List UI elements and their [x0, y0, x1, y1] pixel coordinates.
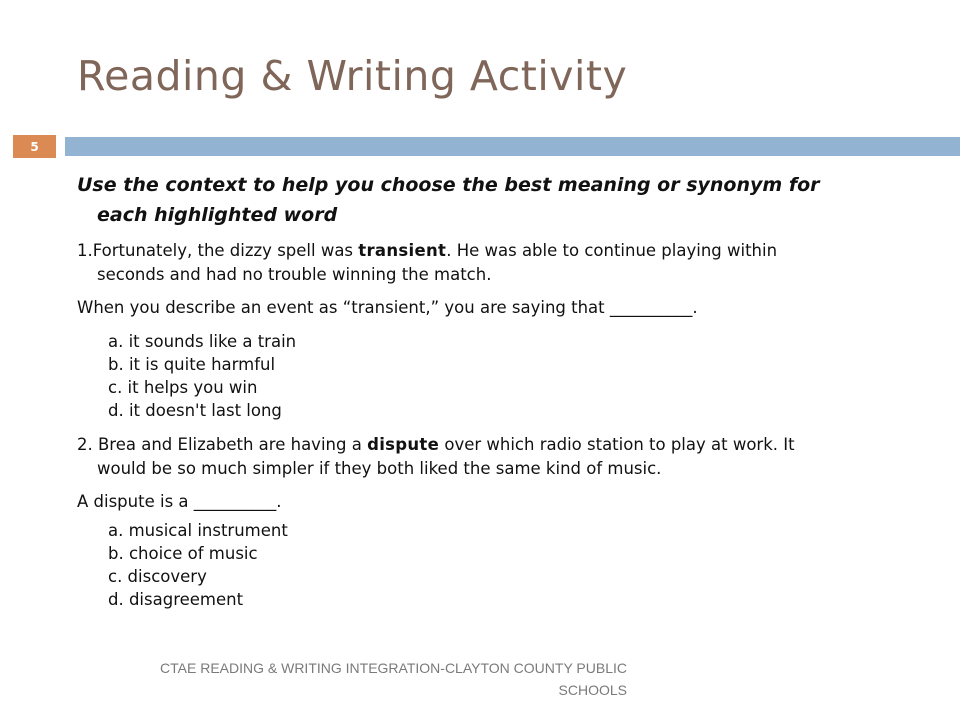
question-2-sentence-post: over which radio station to play at work. It	[439, 435, 795, 454]
footer-line-2: SCHOOLS	[558, 682, 627, 698]
question-1-keyword: transient	[358, 241, 447, 260]
question-1-prompt: When you describe an event as “transient,” you are saying that __________.	[77, 298, 698, 317]
question-1-sentence-line-2: seconds and had no trouble winning the match.	[97, 265, 492, 284]
question-2-sentence-line-2: would be so much simpler if they both liked the same kind of music.	[97, 459, 662, 478]
question-2-option-d: d. disagreement	[108, 590, 244, 609]
question-2-option-c: c. discovery	[108, 567, 207, 586]
footer-line-1: CTAE READING & WRITING INTEGRATION-CLAYTON COUNTY PUBLIC	[160, 660, 627, 676]
question-1-sentence-post: . He was able to continue playing within	[446, 241, 778, 260]
slide-footer	[90, 657, 627, 701]
question-1-sentence-line-1	[77, 241, 777, 260]
instruction-line-1: Use the context to help you choose the best meaning or synonym for	[77, 174, 820, 196]
question-2-option-a: a. musical instrument	[108, 521, 288, 540]
question-1-sentence-pre: 1.Fortunately, the dizzy spell was	[77, 241, 359, 260]
question-2-prompt: A dispute is a __________.	[77, 492, 282, 511]
slide-number-badge: 5	[13, 135, 56, 158]
question-2-keyword: dispute	[367, 435, 440, 454]
question-2-option-b: b. choice of music	[108, 544, 258, 563]
question-2-sentence-pre: 2. Brea and Elizabeth are having a	[77, 435, 368, 454]
question-1-option-b: b. it is quite harmful	[108, 355, 276, 374]
question-1-option-a: a. it sounds like a train	[108, 332, 297, 351]
slide-title: Reading & Writing Activity	[77, 52, 628, 100]
question-1-option-c: c. it helps you win	[108, 378, 258, 397]
instruction-line-2: each highlighted word	[97, 204, 338, 226]
question-2-sentence-line-1	[77, 435, 795, 454]
question-1-option-d: d. it doesn't last long	[108, 401, 282, 420]
